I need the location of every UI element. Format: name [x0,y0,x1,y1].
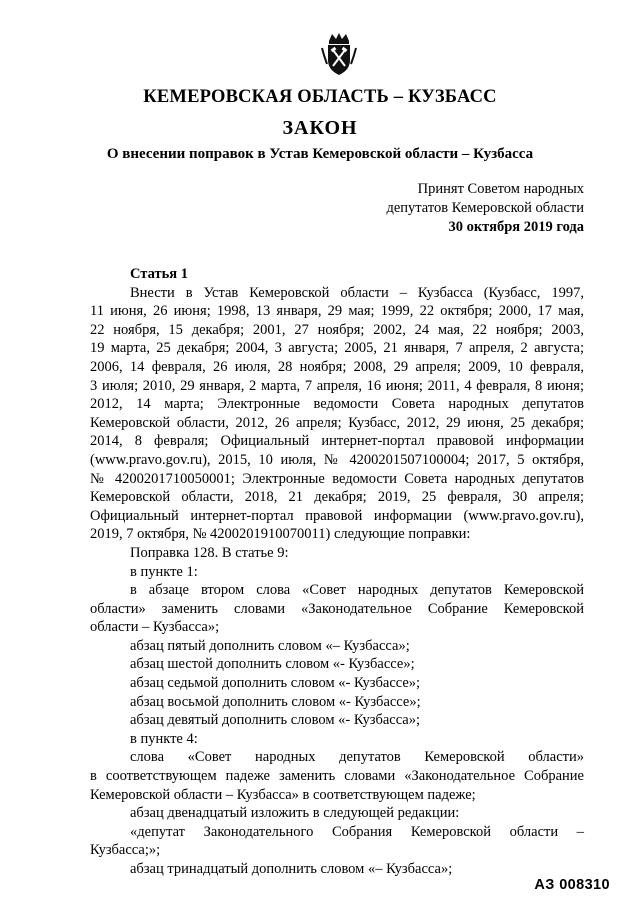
text-line: слова «Совет народных депутатов Кемеровской области» [130,749,584,766]
region-title: КЕМЕРОВСКАЯ ОБЛАСТЬ – КУЗБАСС [143,87,497,107]
text-line: «депутат Законодательного Собрания Кемеровской области – [130,823,584,840]
document-type: ЗАКОН [282,117,358,139]
text-line: 2019, 7 октября, № 4200201910070011) следующие поправки: [90,526,471,543]
text-line: Официальный интернет-портал правовой информации (www.pravo.gov.ru), [90,507,584,524]
text-line: № 4200201710050001; Электронные ведомости Совета народных депутатов [90,470,584,487]
text-line: в абзаце втором слова «Совет народных депутатов Кемеровской [130,582,584,599]
text-line: Кемеровской области – Кузбасса» в соответствующем падеже; [90,786,476,803]
text-line: абзац пятый дополнить словом «– Кузбасса»; [130,637,410,654]
text-line: 22 ноября, 15 декабря; 2001, 27 ноября; 2002, 24 мая, 22 ноября; 2003, [90,321,584,338]
adoption-line-2: депутатов Кемеровской области [386,200,584,216]
text-line: области – Кузбасса»; [90,619,220,636]
text-line: абзац тринадцатый дополнить словом «– Кузбасса»; [130,861,453,877]
text-line: в соответствующем падеже заменить словами «Законодательное Собрание [90,768,584,785]
law-subtitle: О внесении поправок в Устав Кемеровской области – Кузбасса [106,146,534,162]
text-line: абзац девятый дополнить словом «- Кузбасса»; [130,712,421,729]
text-line: Кемеровской области, 2018, 21 декабря; 2019, 25 февраля, 30 апреля; [90,489,584,506]
article-heading: Статья 1 [130,266,188,282]
text-line: 2012, 14 марта; Электронные ведомости Совета народных депутатов [90,396,584,413]
text-line: области» заменить словами «Законодательное Собрание Кемеровской [90,600,584,617]
text-line: в пункте 1: [130,563,198,580]
text-line: 3 июля; 2010, 29 января, 2 марта, 7 апреля, 16 июня; 2011, 4 февраля, 8 июня; [90,377,584,394]
text-line: (www.pravo.gov.ru), 2015, 10 июля, № 4200201507100004; 2017, 5 октября, [90,451,584,468]
text-line: в пункте 4: [130,730,198,747]
serial-number: АЗ 008310 [534,877,610,893]
text-line: Поправка 128. В статье 9: [130,544,289,561]
text-line: Кемеровской области, 2012, 26 апреля; Кузбасс, 2012, 29 июня, 25 декабря; [90,414,584,431]
text-line: Внести в Устав Кемеровской области – Кузбасса (Кузбасс, 1997, [130,284,584,301]
article-text [90,284,584,879]
text-line: 2006, 14 февраля, 26 июля, 28 ноября; 2008, 29 апреля; 2009, 10 февраля, [90,358,584,375]
adoption-date: 30 октября 2019 года [448,219,584,235]
text-line: абзац шестой дополнить словом «- Кузбассе»; [130,656,415,673]
adoption-block [386,180,584,237]
text-line: абзац восьмой дополнить словом «- Кузбассе»; [130,693,421,710]
coat-of-arms-emblem [319,32,359,76]
text-line: 11 июня, 26 июня; 1998, 13 января, 29 мая; 1999, 22 октября; 2000, 17 мая, [90,303,584,320]
text-line: абзац седьмой дополнить словом «- Кузбассе»; [130,675,421,692]
text-line: 2014, 8 февраля; Официальный интернет-портал правовой информации [90,433,584,450]
article-body [90,265,584,879]
text-line: абзац двенадцатый изложить в следующей редакции: [130,805,460,822]
adoption-line-1: Принят Советом народных [417,181,584,197]
text-line: Кузбасса;»; [90,842,161,859]
text-line: 19 марта, 25 декабря; 2004, 3 августа; 2005, 21 января, 7 апреля, 2 августа; [90,340,584,357]
